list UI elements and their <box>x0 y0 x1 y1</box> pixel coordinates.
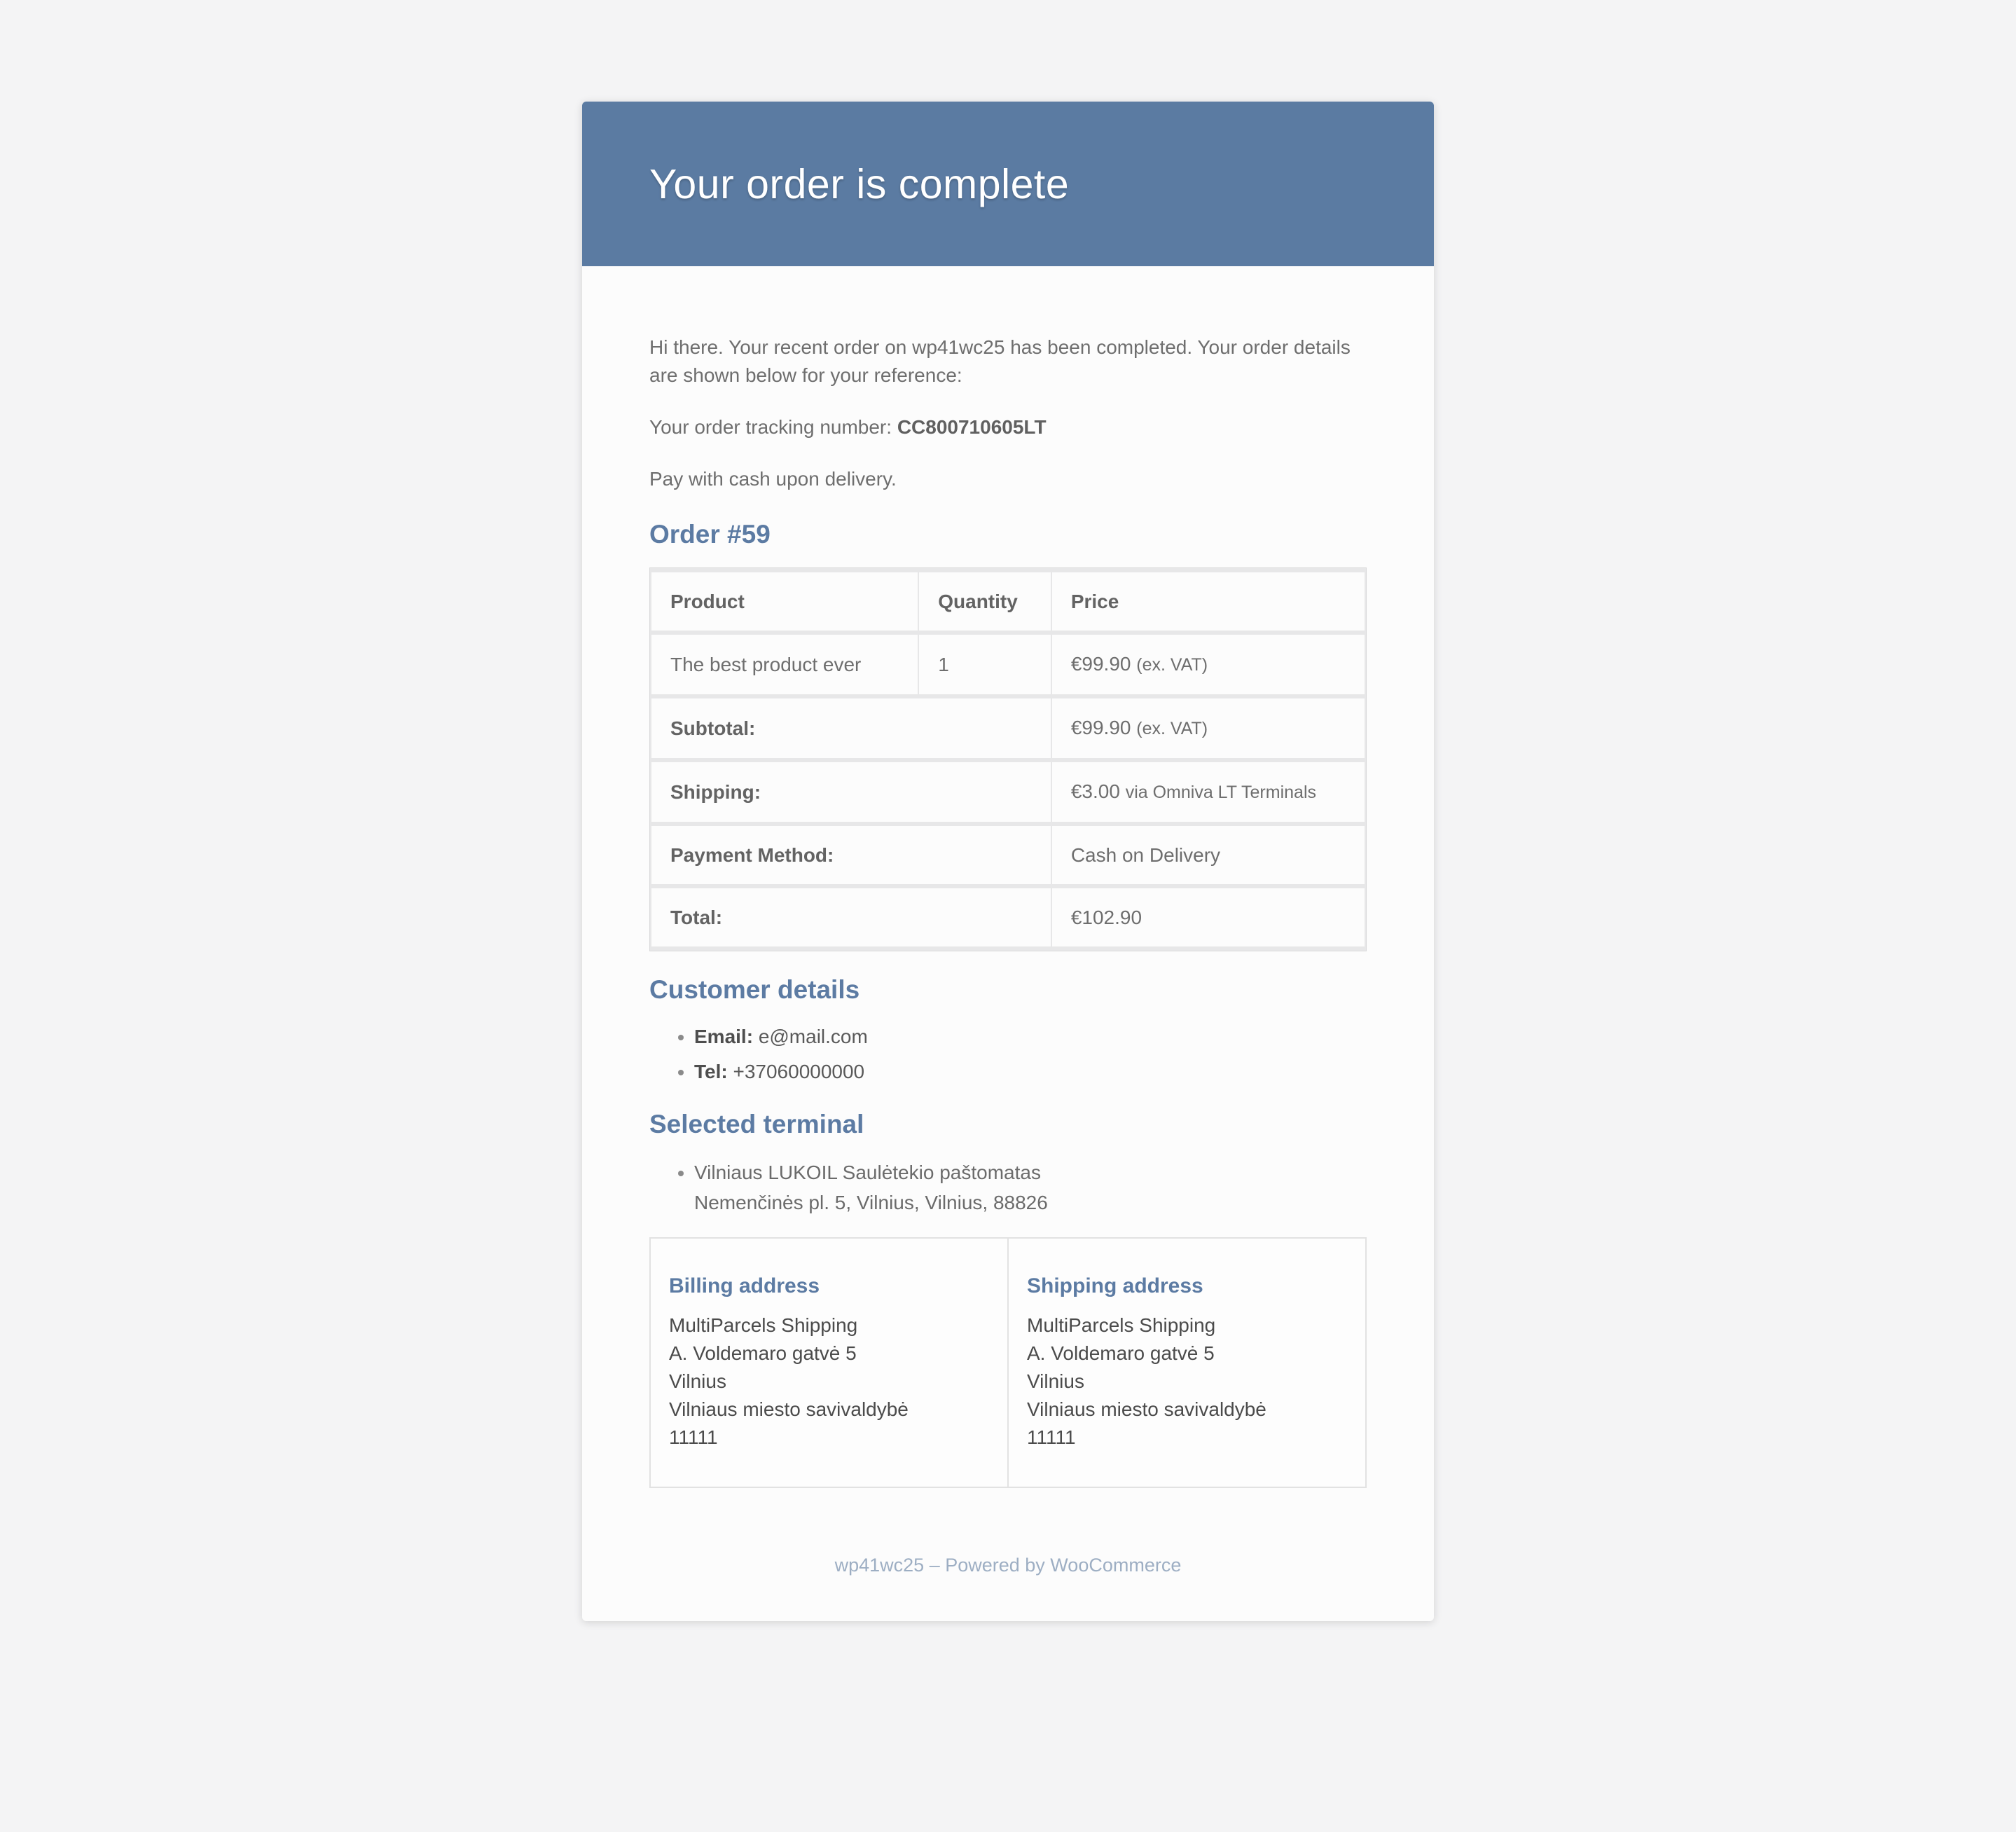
summary-row-payment-method <box>651 826 1365 884</box>
customer-details-list <box>649 1023 1367 1086</box>
payment-method-label: Payment Method: <box>651 826 1051 884</box>
shipping-value: €3.00 via Omniva LT Terminals <box>1052 762 1365 822</box>
terminal-address: Nemenčinės pl. 5, Vilnius, Vilnius, 88826 <box>694 1192 1048 1213</box>
tracking-number: CC800710605LT <box>897 416 1047 438</box>
summary-row-shipping <box>651 762 1365 822</box>
customer-details-heading: Customer details <box>649 975 860 1004</box>
email-header <box>582 102 1434 266</box>
summary-row-subtotal <box>651 698 1365 758</box>
email-body <box>582 266 1434 1621</box>
order-item-row <box>651 635 1365 694</box>
column-header-quantity: Quantity <box>919 572 1051 631</box>
subtotal-value: €99.90 (ex. VAT) <box>1052 698 1365 758</box>
email-title: Your order is complete <box>649 160 1070 207</box>
summary-row-total <box>651 888 1365 946</box>
terminal-name: Vilniaus LUKOIL Saulėtekio paštomatas <box>694 1162 1041 1183</box>
column-header-price: Price <box>1052 572 1365 631</box>
shipping-address-block <box>1007 1239 1365 1487</box>
billing-address-heading: Billing address <box>669 1274 820 1297</box>
table-header-row <box>651 572 1365 631</box>
total-label: Total: <box>651 888 1051 946</box>
terminal-item <box>694 1157 1367 1218</box>
order-heading: Order #59 <box>649 520 771 549</box>
footer-credit-link[interactable]: wp41wc25 – Powered by WooCommerce <box>834 1555 1182 1576</box>
column-header-product: Product <box>651 572 918 631</box>
subtotal-label: Subtotal: <box>651 698 1051 758</box>
payment-method-value: Cash on Delivery <box>1052 826 1365 884</box>
customer-email-value: e@mail.com <box>758 1026 868 1047</box>
billing-address: MultiParcels Shipping A. Voldemaro gatvė 5 Vilnius Vilniaus miesto savivaldybė 11111 <box>669 1314 909 1448</box>
customer-tel-label: Tel: <box>694 1061 728 1082</box>
customer-tel-item <box>694 1058 1367 1086</box>
item-price-note: (ex. VAT) <box>1136 655 1208 675</box>
tracking-line <box>649 413 1367 441</box>
order-email-card <box>582 102 1434 1621</box>
order-table <box>649 567 1367 951</box>
shipping-address-heading: Shipping address <box>1027 1274 1203 1297</box>
shipping-address: MultiParcels Shipping A. Voldemaro gatvė 5 Vilnius Vilniaus miesto savivaldybė 11111 <box>1027 1314 1266 1448</box>
shipping-label: Shipping: <box>651 762 1051 822</box>
item-product-name: The best product ever <box>651 635 918 694</box>
total-value: €102.90 <box>1052 888 1365 946</box>
item-quantity: 1 <box>919 635 1051 694</box>
customer-email-item <box>694 1023 1367 1051</box>
payment-note: Pay with cash upon delivery. <box>649 468 897 490</box>
email-footer <box>649 1488 1367 1621</box>
billing-address-block <box>651 1239 1007 1487</box>
addresses-box <box>649 1237 1367 1488</box>
customer-email-label: Email: <box>694 1026 754 1047</box>
item-price: €99.90 (ex. VAT) <box>1052 635 1365 694</box>
selected-terminal-list <box>649 1157 1367 1218</box>
selected-terminal-heading: Selected terminal <box>649 1110 864 1138</box>
greeting-text: Hi there. Your recent order on wp41wc25 has been completed. Your order details are shown below for your reference: <box>649 336 1351 386</box>
customer-tel-value: +37060000000 <box>733 1061 865 1082</box>
tracking-label: Your order tracking number: <box>649 416 897 438</box>
